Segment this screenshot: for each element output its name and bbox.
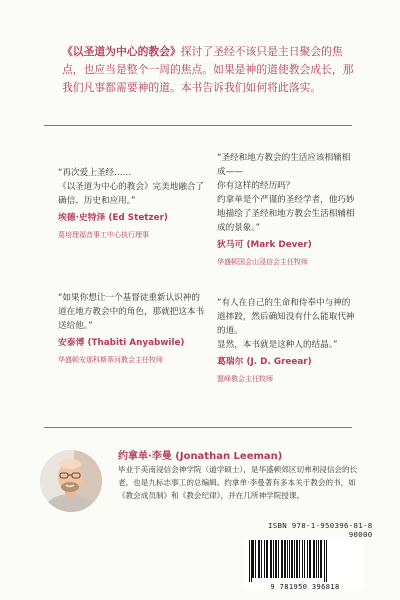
endorsement-greear: [217, 296, 357, 386]
endorser-name: 埃德·史特泽 (Ed Stetzer): [58, 213, 168, 223]
barcode: [245, 540, 363, 588]
endorser-name: 安泰博 (Thabiti Anyabwile): [58, 338, 185, 348]
isbn-number: ISBN 978-1-950396-81-8: [268, 521, 373, 530]
endorsement-dever: [217, 151, 357, 269]
endorsement-anyabwile: [58, 291, 208, 367]
endorser-role: 华盛顿安那科斯蒂河教会主任牧师: [58, 356, 163, 364]
endorser-role: 华盛顿国会山浸信会主任牧师: [217, 258, 308, 266]
endorsement-text: “再次爱上圣经…… 《以圣道为中心的教会》完美地融合了确信、历史和应用。”: [58, 168, 205, 206]
author-portrait-icon: [40, 450, 102, 512]
endorser-role: 葛培理福音事工中心执行理事: [58, 231, 149, 239]
isbn-price-code: 90000: [348, 530, 373, 539]
endorsement-text: “圣经和地方教会的生活应该相辅相成—— 你有这样的经历吗？ 约拿单是个严谨的圣经学者，他巧妙地描绘了圣经和地方教会生活相辅相成的景象。”: [217, 153, 355, 233]
endorsement-text: “如果你想让一个基督徒重新认识神的道在地方教会中的角色，那就把这本书送给他。”: [58, 293, 205, 331]
bottom-divider: [44, 427, 352, 428]
isbn-block: [268, 521, 373, 539]
endorser-name: 狄马可 (Mark Dever): [217, 240, 312, 250]
endorser-name: 葛瑞尔 (J. D. Greear): [217, 357, 312, 367]
intro-book-title: 《以圣道为中心的教会》: [62, 45, 181, 58]
endorsement-stetzer: [58, 166, 208, 242]
barcode-icon: [245, 540, 363, 582]
top-divider: [44, 125, 352, 126]
author-bio: 毕业于美南浸信会神学院（道学硕士），是华盛顿郊区切弗利浸信会的长老，也是九标志事工的总编辑。约拿单·李曼著有多本关于教会的书，如《教会成员制》和《教会纪律》，并在几所神学院授课。: [118, 465, 358, 500]
intro-paragraph: [62, 43, 362, 97]
endorsement-text: “有人在自己的生命和侍奉中与神的道摔跤，然后确知没有什么能取代神的道。 显然，本书就是这种人的结晶。”: [217, 298, 355, 350]
intro-text: 探讨了圣经不该只是主日聚会的焦点，也应当是整个一周的焦点。如果是神的道使教会成长，那我们凡事都需要神的道。本书告诉我们如何将此落实。: [62, 45, 354, 94]
barcode-digits: 9 781950 396818: [270, 583, 340, 591]
author-name: 约拿单·李曼 (Jonathan Leeman): [118, 451, 283, 462]
author-photo: [40, 450, 102, 512]
endorser-role: 盟峰教会主任牧师: [217, 375, 273, 383]
